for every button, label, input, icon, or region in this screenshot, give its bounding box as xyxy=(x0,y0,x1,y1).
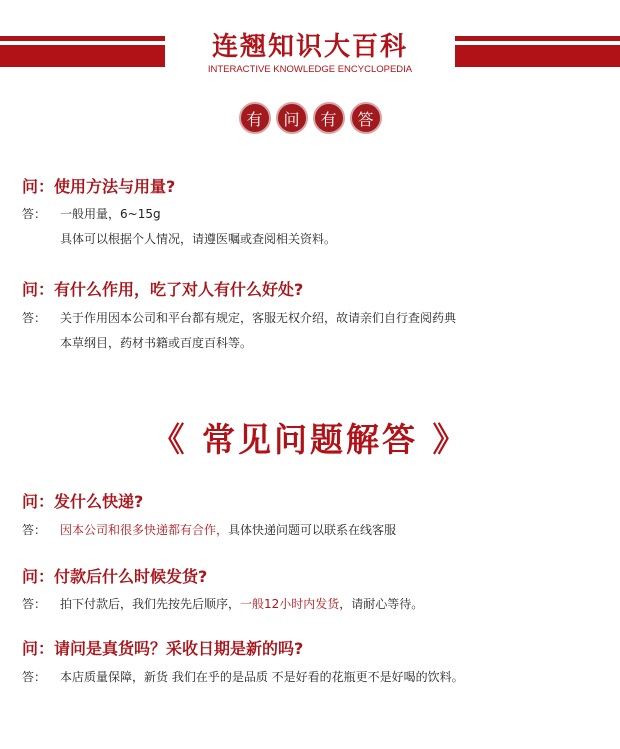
answer-shipping xyxy=(22,592,423,617)
badge-wen: 问 xyxy=(276,102,308,134)
answer-highlight: 一般12小时内发货 xyxy=(240,597,340,611)
badge-you-2: 有 xyxy=(313,102,345,134)
header-bar-left-thin xyxy=(0,36,165,41)
answer-effect xyxy=(22,306,456,356)
answer-label: 答： xyxy=(22,523,47,537)
answer-text: 本店质量保障，新货 我们在乎的是品质 不是好看的花瓶更不是好喝的饮料。 xyxy=(60,670,464,684)
section-title: 《 常见问题解答 》 xyxy=(151,420,469,459)
answer-authentic xyxy=(22,665,464,690)
answer-highlight: 因本公司和很多快递都有合作， xyxy=(60,523,229,537)
badge-you: 有 xyxy=(239,102,271,134)
question-authentic: 问：请问是真货吗？采收日期是新的吗? xyxy=(22,639,304,658)
answer-label: 答： xyxy=(22,311,47,325)
answer-label: 答： xyxy=(22,207,47,221)
answer-text: 本草纲目，药材书籍或百度百科等。 xyxy=(60,336,253,350)
question-shipping: 问：付款后什么时候发货? xyxy=(22,567,208,586)
question-courier: 问：发什么快递? xyxy=(22,492,144,511)
answer-text: ，请耐心等待。 xyxy=(339,597,424,611)
answer-label: 答： xyxy=(22,597,47,611)
answer-text: 具体可以根据个人情况，请遵医嘱或查阅相关资料。 xyxy=(60,232,337,246)
answer-text: 拍下付款后，我们先按先后顺序， xyxy=(60,597,241,611)
question-usage: 问：使用方法与用量? xyxy=(22,177,176,196)
page-title: 连翘知识大百科 xyxy=(211,32,408,62)
header-bar-left xyxy=(0,45,165,67)
qa-badges xyxy=(0,102,620,134)
answer-text: 一般用量，6~15g xyxy=(60,207,161,221)
header-bar-right-thin xyxy=(455,36,620,41)
badge-da: 答 xyxy=(350,102,382,134)
page-subtitle: INTERACTIVE KNOWLEDGE ENCYCLOPEDIA xyxy=(207,64,413,75)
answer-courier xyxy=(22,518,396,543)
answer-text: 具体快递问题可以联系在线客服 xyxy=(228,523,397,537)
answer-label: 答： xyxy=(22,670,47,684)
question-effect: 问：有什么作用，吃了对人有什么好处? xyxy=(22,280,304,299)
answer-usage xyxy=(22,202,336,252)
header-bar-right xyxy=(455,45,620,67)
answer-text: 关于作用因本公司和平台都有规定，客服无权介绍，故请亲们自行查阅药典 xyxy=(60,311,457,325)
